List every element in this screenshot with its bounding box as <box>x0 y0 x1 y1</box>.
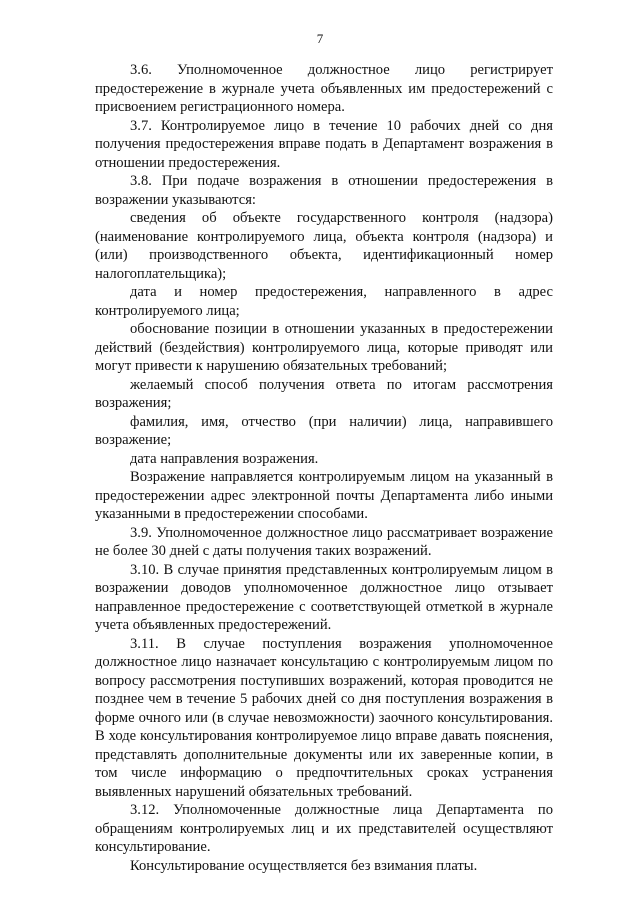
paragraph-objection-sending: Возражение направляется контролируемым лицом на указанный в предостережении адрес электронной почты Департамента либо иными указанными в предостережении способами. <box>95 469 553 522</box>
paragraph-3-12: 3.12. Уполномоченные должностные лица Департамента по обращениям контролируемых лиц и их представителей осуществляют консультирование. <box>95 802 553 855</box>
paragraph-3-7: 3.7. Контролируемое лицо в течение 10 рабочих дней со дня получения предостережения вправе подать в Департамент возражения в отношении предостережения. <box>95 117 553 171</box>
paragraph-free-of-charge: Консультирование осуществляется без взимания платы. <box>130 857 478 874</box>
list-item-date-sent: дата направления возражения. <box>130 450 319 467</box>
list-item-object-info: сведения об объекте государственного контроля (надзора) (наименование контролируемого лица, объекта контроля (надзора) и (или) производственного объекта, идентификационный номер налогоплательщика); <box>95 210 553 282</box>
paragraph-3-10: 3.10. В случае принятия представленных контролируемым лицом в возражении доводов уполномоченное должностное лицо отзывает направленное предостережение с соответствующей отметкой в журнале учета объявленных предостережений. <box>95 561 553 633</box>
list-item-date-number: дата и номер предостережения, направленного в адрес контролируемого лица; <box>95 284 553 319</box>
list-item-justification: обоснование позиции в отношении указанных в предостережении действий (бездействия) контролируемого лица, которые приводят или могут привести к нарушению обязательных требований; <box>95 321 553 374</box>
paragraph-3-9: 3.9. Уполномоченное должностное лицо рассматривает возражение не более 30 дней с даты получения таких возражений. <box>95 524 553 559</box>
page-number: 7 <box>316 31 324 46</box>
paragraph-3-6: 3.6. Уполномоченное должностное лицо регистрирует предостережение в журнале учета объявленных им предостережений с присвоением регистрационного номера. <box>95 62 553 115</box>
list-item-full-name: фамилия, имя, отчество (при наличии) лица, направившего возражение; <box>95 413 553 448</box>
paragraph-3-11: 3.11. В случае поступления возражения уполномоченное должностное лицо назначает консультацию с контролируемым лицом по вопросу рассмотрения поступивших возражений, которая проводится не позднее чем в течение 5 рабочих дней со дня поступления возражения в форме очного или (в случае невозможности) заочного консультирования. В ходе консультирования контролируемое лицо вправе давать пояснения, представлять дополнительные документы или их заверенные копии, в том числе информацию о предпочтительных сроках устранения выявленных нарушений обязательных требований. <box>95 635 553 800</box>
list-item-response-method: желаемый способ получения ответа по итогам рассмотрения возражения; <box>95 376 553 411</box>
document-body <box>95 61 553 875</box>
paragraph-3-8: 3.8. При подаче возражения в отношении предостережения в возражении указываются: <box>95 173 553 208</box>
